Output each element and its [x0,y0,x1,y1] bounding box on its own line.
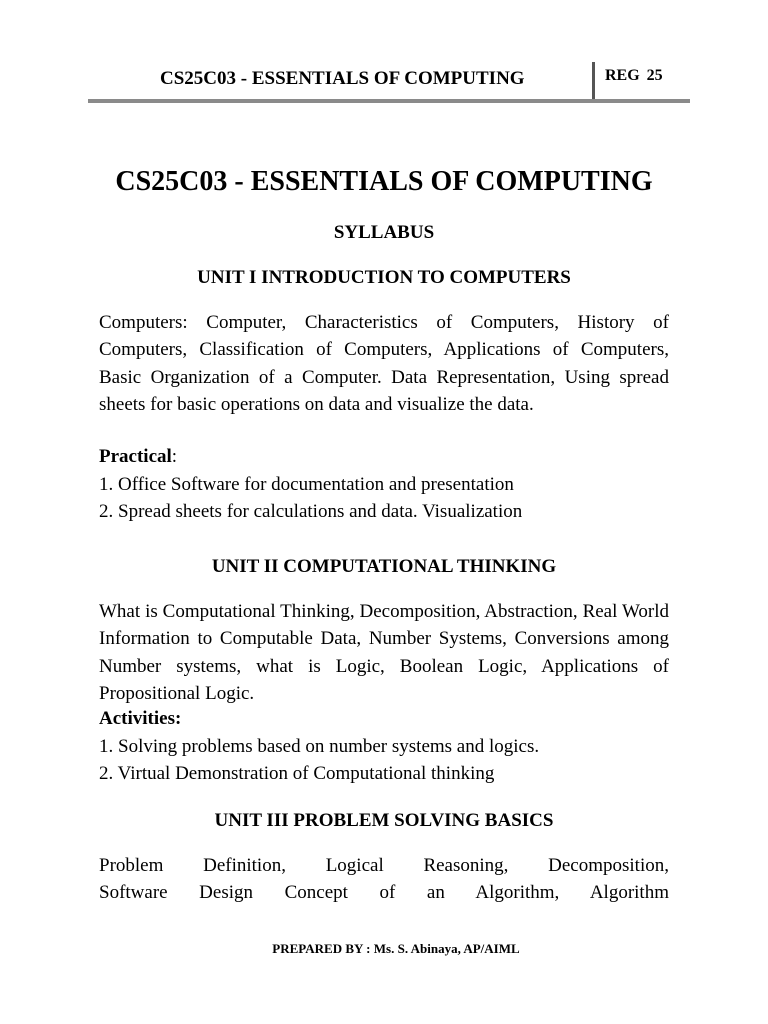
unit-1-item-1: 1. Office Software for documentation and presentation [99,474,514,495]
document-title: CS25C03 - ESSENTIALS OF COMPUTING [115,166,653,197]
unit-1-body: Computers: Computer, Characteristics of Computers, History of Computers, Classification of Computers, Applications of Computers, Basic Organization of a Computer. Data Representation, Using spread sheets for basic operations on data and visualize the data. [99,312,669,415]
header-rule [88,99,690,103]
unit-3-body-line-1: Problem Definition, Logical Reasoning, Decomposition, [99,855,669,876]
unit-2-section-label: Activities: [99,708,182,729]
unit-1-section-label-text: Practical [99,446,172,467]
unit-3-heading: UNIT III PROBLEM SOLVING BASICS [214,810,554,831]
unit-1-section-label [99,446,177,468]
unit-2-item-2: 2. Virtual Demonstration of Computational thinking [99,763,495,784]
unit-2-body: What is Computational Thinking, Decomposition, Abstraction, Real World Information to Computable Data, Number Systems, Conversions among Number systems, what is Logic, Boolean Logic, Applications of Propositional Logic. [99,601,669,704]
unit-1-heading: UNIT I INTRODUCTION TO COMPUTERS [197,267,571,288]
syllabus-heading: SYLLABUS [333,222,435,243]
unit-1-item-2: 2. Spread sheets for calculations and data. Visualization [99,501,523,522]
running-header-course: CS25C03 - ESSENTIALS OF COMPUTING [160,68,525,89]
header-divider [592,62,595,100]
footer-prepared-by: PREPARED BY : Ms. S. Abinaya, AP/AIML [272,941,520,956]
unit-1-section-label-colon: : [171,446,178,467]
unit-2-item-1: 1. Solving problems based on number systems and logics. [99,736,540,757]
unit-3-body-line-2: Software Design Concept of an Algorithm, Algorithm [99,882,669,903]
unit-2-heading: UNIT II COMPUTATIONAL THINKING [211,556,557,577]
running-header-reg: REG 25 [605,67,663,84]
